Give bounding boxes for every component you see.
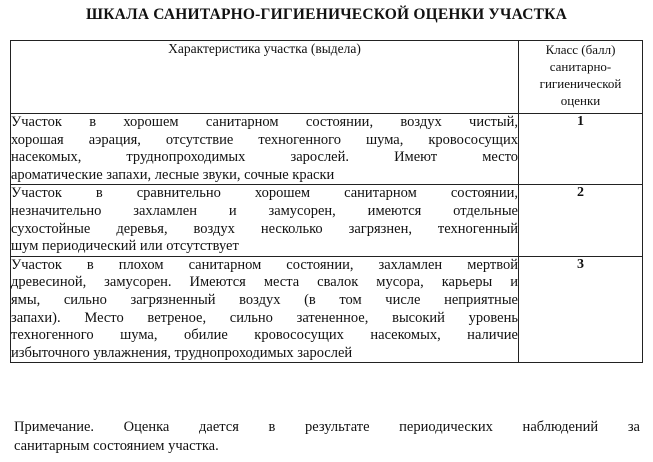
description-line: насекомых, труднопроходимых зарослей. Имеют место [11, 149, 518, 166]
header-class [519, 41, 643, 114]
description-line: ароматические запахи, лесные звуки, сочные краски [11, 166, 335, 183]
table-row [11, 114, 643, 185]
table-header-row [11, 41, 643, 114]
row-class-value: 2 [519, 185, 643, 256]
footnote [14, 418, 640, 456]
assessment-scale-table [10, 40, 643, 363]
row-class-value: 3 [519, 256, 643, 363]
description-line: хорошая аэрация, отсутствие техногенного шума, кровососущих [11, 131, 518, 148]
description-line: ямы, сильно загрязненный воздух (в том числе неприятные [11, 291, 518, 308]
description-line: древесиной, замусорен. Имеются места свалок мусора, карьеры и [11, 274, 518, 291]
description-line: запахи). Место ветреное, сильно затененное, высокий уровень [11, 309, 518, 326]
header-class-line: Класс (балл) [545, 42, 616, 57]
description-line: Участок в плохом санитарном состоянии, захламлен мертвой [11, 256, 518, 273]
document-title: ШКАЛА САНИТАРНО-ГИГИЕНИЧЕСКОЙ ОЦЕНКИ УЧАСТКА [86, 6, 567, 23]
header-description: Характеристика участка (выдела) [11, 41, 519, 114]
header-class-line: оценки [560, 93, 601, 108]
row-description [11, 185, 519, 256]
row-description [11, 114, 519, 185]
footnote-line: санитарным состоянием участка. [14, 438, 219, 454]
table-row [11, 185, 643, 256]
table-row [11, 256, 643, 363]
description-line: техногенного шума, обилие кровососущих насекомых, наличие [11, 327, 518, 344]
header-class-line: санитарно- [549, 59, 612, 74]
description-line: Участок в хорошем санитарном состоянии, воздух чистый, [11, 114, 518, 130]
description-line: шум периодический или отсутствует [11, 238, 239, 255]
description-line: сухостойные деревья, воздух несколько загрязнен, техногенный [11, 220, 518, 237]
row-class-value: 1 [519, 114, 643, 185]
header-class-line: гигиенической [539, 76, 622, 91]
description-line: незначительно захламлен и замусорен, имеются отдельные [11, 202, 518, 219]
footnote-line: Примечание. Оценка дается в результате периодических наблюдений за [14, 419, 640, 435]
row-description [11, 256, 519, 363]
description-line: избыточного увлажнения, труднопроходимых зарослей [11, 344, 353, 361]
description-line: Участок в сравнительно хорошем санитарном состоянии, [11, 185, 518, 202]
